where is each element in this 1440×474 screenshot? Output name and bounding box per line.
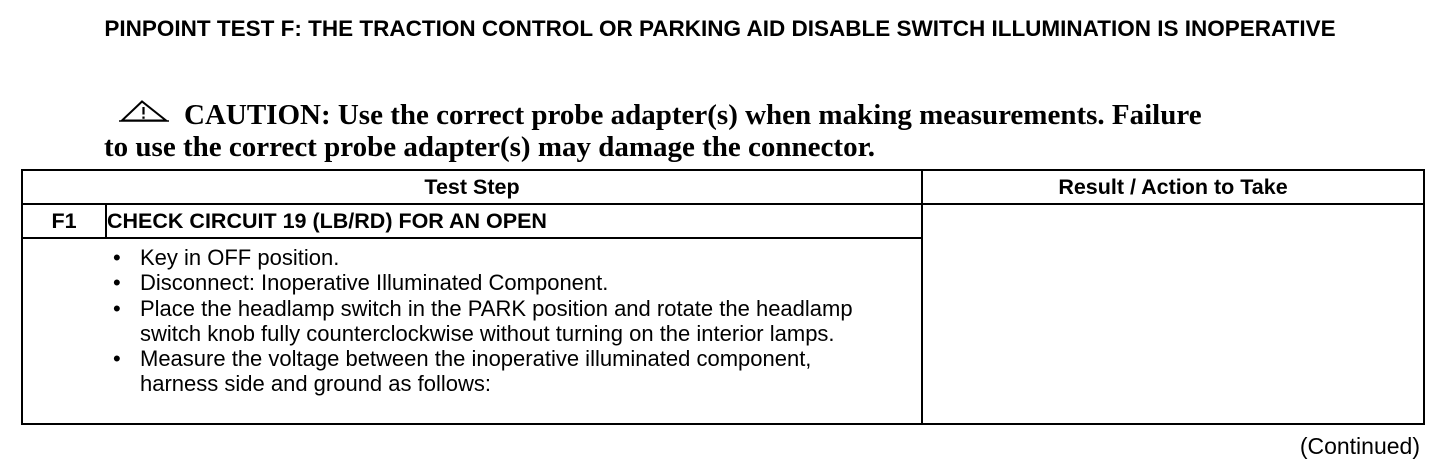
bullet: • xyxy=(113,270,121,296)
continued-label: (Continued) xyxy=(1299,433,1420,459)
bullet: • xyxy=(113,346,121,372)
caution-text-line-1: CAUTION: Use the correct probe adapter(s) when making measurements. Failure xyxy=(184,99,1202,131)
result-action-header: Result / Action to Take xyxy=(922,170,1424,204)
step-instructions-list xyxy=(106,239,921,397)
table-row xyxy=(22,204,1424,238)
list-item-text: Disconnect: Inoperative Illuminated Component. xyxy=(140,270,609,296)
page-title: PINPOINT TEST F: THE TRACTION CONTROL OR PARKING AID DISABLE SWITCH ILLUMINATION IS INOPERATIVE xyxy=(104,16,1336,41)
step-id: F1 xyxy=(22,204,106,238)
list-item xyxy=(106,245,921,270)
warning-triangle-icon xyxy=(118,100,170,122)
list-item xyxy=(106,346,921,397)
list-item-text: Measure the voltage between the inoperative illuminated component, harness side and ground as follows: xyxy=(140,346,812,397)
step-id-blank-cell xyxy=(22,238,106,424)
caution-notice xyxy=(104,99,1334,163)
list-item-text: Key in OFF position. xyxy=(140,245,340,270)
bullet: • xyxy=(113,295,121,321)
result-action-cell xyxy=(922,204,1424,424)
list-item-text: Place the headlamp switch in the PARK position and rotate the headlamp switch knob fully counterclockwise without turning on the interior lamps. xyxy=(140,295,853,346)
step-instructions-cell xyxy=(106,238,922,424)
caution-line-1 xyxy=(104,99,1334,131)
pinpoint-test-table xyxy=(21,169,1425,425)
bullet: • xyxy=(113,245,121,270)
caution-text-line-2: to use the correct probe adapter(s) may damage the connector. xyxy=(104,131,876,163)
table-header-row xyxy=(22,170,1424,204)
step-title: CHECK CIRCUIT 19 (LB/RD) FOR AN OPEN xyxy=(106,204,922,238)
test-step-header: Test Step xyxy=(22,170,922,204)
list-item xyxy=(106,296,921,347)
list-item xyxy=(106,270,921,295)
